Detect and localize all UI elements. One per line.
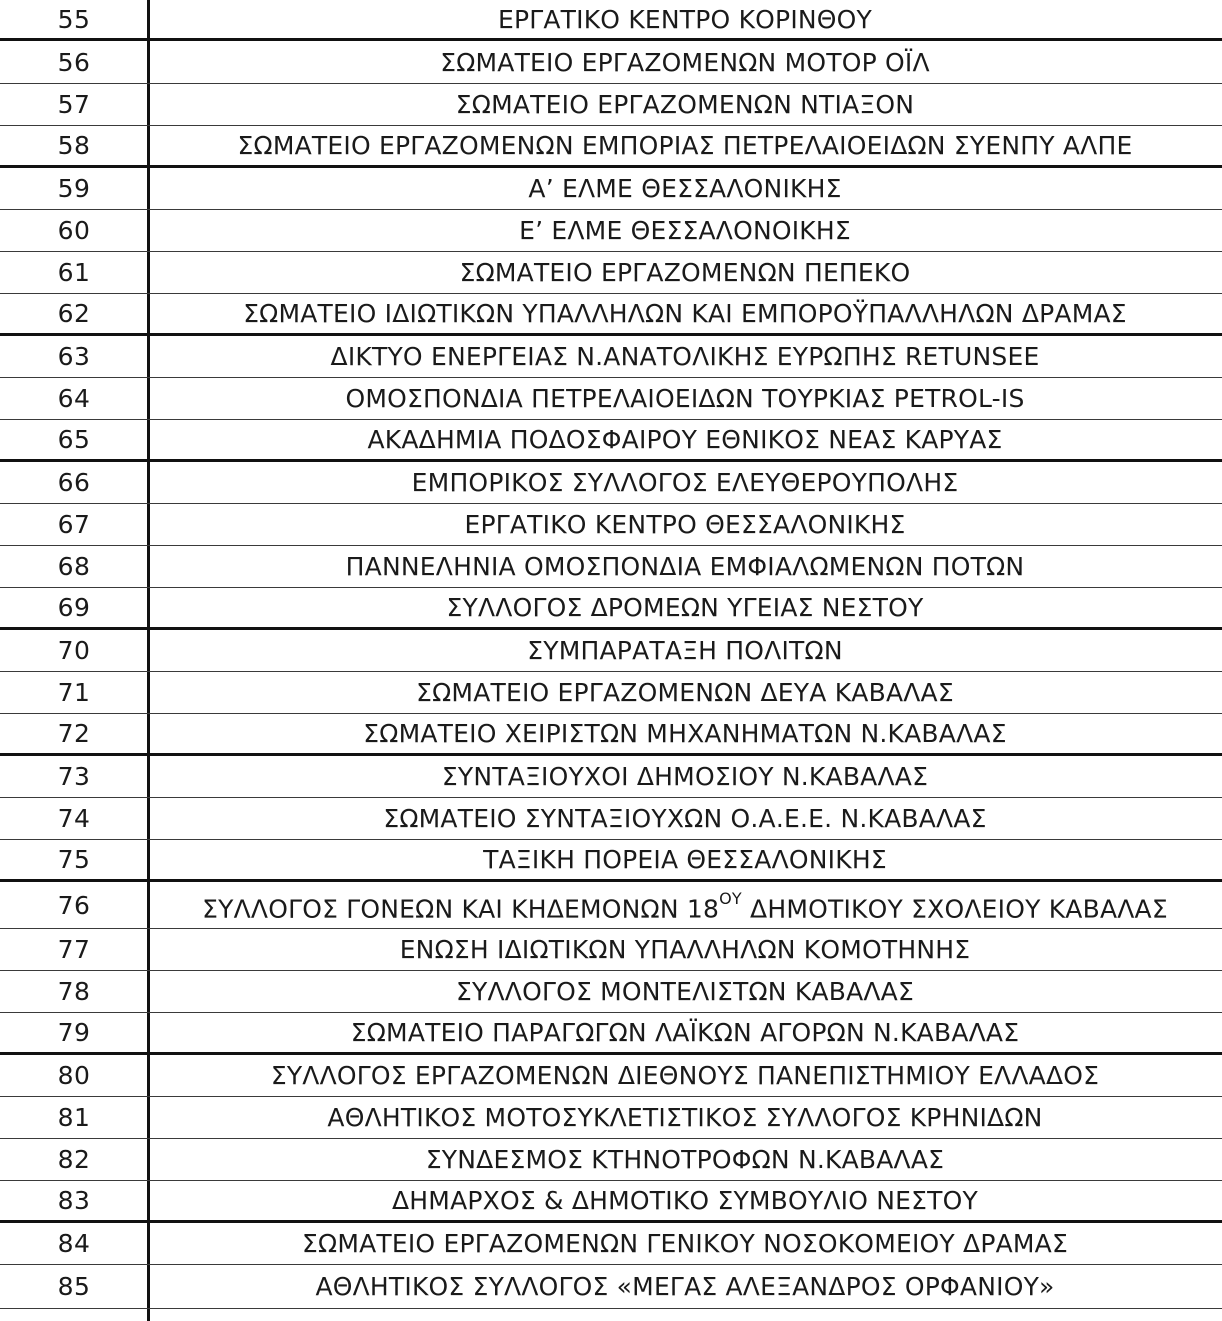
table-row: [0, 294, 1222, 336]
ordinal-superscript: ΟΥ: [719, 888, 742, 908]
row-number: 75: [57, 845, 91, 874]
organization-name: ΣΩΜΑΤΕΙΟ ΣΥΝΤΑΞΙΟΥΧΩΝ Ο.Α.Ε.Ε. Ν.ΚΑΒΑΛΑΣ: [383, 804, 987, 833]
table-row: [0, 630, 1222, 672]
row-number: 65: [57, 425, 91, 454]
organization-name: Α’ ΕΛΜΕ ΘΕΣΣΑΛΟΝΙΚΗΣ: [528, 174, 842, 203]
table-row: [0, 41, 1222, 84]
table-row: [0, 1223, 1222, 1265]
row-number: 83: [57, 1186, 91, 1215]
row-number: 77: [57, 935, 91, 964]
row-number: 73: [57, 762, 91, 791]
table-row: [0, 1013, 1222, 1055]
organization-name: Ε’ ΕΛΜΕ ΘΕΣΣΑΛΟΝΟΙΚΗΣ: [519, 216, 851, 245]
organization-name-part: ΣΥΛΛΟΓΟΣ ΓΟΝΕΩΝ ΚΑΙ ΚΗΔΕΜΟΝΩΝ 18: [202, 894, 720, 924]
organization-name: ΣΩΜΑΤΕΙΟ ΠΑΡΑΓΩΓΩΝ ΛΑΪΚΩΝ ΑΓΟΡΩΝ Ν.ΚΑΒΑΛΑΣ: [350, 1018, 1020, 1047]
organization-name: ΟΜΟΣΠΟΝΔΙΑ ΠΕΤΡΕΛΑΙΟΕΙΔΩΝ ΤΟΥΡΚΙΑΣ PETROL-IS: [345, 384, 1025, 413]
row-number: 79: [57, 1018, 91, 1047]
organization-name: ΕΡΓΑΤΙΚΟ ΚΕΝΤΡΟ ΘΕΣΣΑΛΟΝΙΚΗΣ: [464, 510, 906, 539]
organization-name: ΣΥΛΛΟΓΟΣ ΕΡΓΑΖΟΜΕΝΩΝ ΔΙΕΘΝΟΥΣ ΠΑΝΕΠΙΣΤΗΜΙΟΥ ΕΛΛΑΔΟΣ: [270, 1061, 1100, 1090]
organization-name: [148, 887, 1222, 923]
row-number: 62: [57, 299, 91, 328]
organization-name: ΤΑΞΙΚΗ ΠΟΡΕΙΑ ΘΕΣΣΑΛΟΝΙΚΗΣ: [483, 845, 887, 874]
row-number: 76: [57, 890, 91, 920]
organization-name: ΔΙΚΤΥΟ ΕΝΕΡΓΕΙΑΣ Ν.ΑΝΑΤΟΛΙΚΗΣ ΕΥΡΩΠΗΣ RETUNSEE: [330, 342, 1040, 371]
table-row: [0, 756, 1222, 798]
row-number: 60: [57, 216, 91, 245]
organization-name: ΑΚΑΔΗΜΙΑ ΠΟΔΟΣΦΑΙΡΟΥ ΕΘΝΙΚΟΣ ΝΕΑΣ ΚΑΡΥΑΣ: [367, 425, 1003, 454]
table-row: [0, 546, 1222, 588]
table-row: [0, 588, 1222, 630]
organization-name: ΕΝΩΣΗ ΙΔΙΩΤΙΚΩΝ ΥΠΑΛΛΗΛΩΝ ΚΟΜΟΤΗΝΗΣ: [399, 935, 971, 964]
row-number: 72: [57, 719, 91, 748]
organization-name: ΔΗΜΑΡΧΟΣ & ΔΗΜΟΤΙΚΟ ΣΥΜΒΟΥΛΙΟ ΝΕΣΤΟΥ: [392, 1186, 978, 1215]
organization-name: ΣΩΜΑΤΕΙΟ ΧΕΙΡΙΣΤΩΝ ΜΗΧΑΝΗΜΑΤΩΝ Ν.ΚΑΒΑΛΑΣ: [363, 719, 1007, 748]
table-row: [0, 1139, 1222, 1181]
table-row: [0, 882, 1222, 929]
organization-name: ΣΩΜΑΤΕΙΟ ΙΔΙΩΤΙΚΩΝ ΥΠΑΛΛΗΛΩΝ ΚΑΙ ΕΜΠΟΡΟΫΠΑΛΛΗΛΩΝ ΔΡΑΜΑΣ: [243, 299, 1127, 328]
row-number: 66: [57, 468, 91, 497]
row-number: 57: [57, 90, 91, 119]
row-number: 71: [57, 678, 91, 707]
organization-name: ΣΩΜΑΤΕΙΟ ΕΡΓΑΖΟΜΕΝΩΝ ΜΟΤΟΡ ΟΪΛ: [440, 47, 930, 77]
table-row: [0, 168, 1222, 210]
table-row: [0, 336, 1222, 378]
organization-name: ΣΥΛΛΟΓΟΣ ΜΟΝΤΕΛΙΣΤΩΝ ΚΑΒΑΛΑΣ: [456, 977, 914, 1006]
row-number: 69: [57, 593, 91, 622]
table-row: [0, 1097, 1222, 1139]
row-number: 80: [57, 1061, 91, 1090]
row-number: 74: [57, 804, 91, 833]
organization-name-part: ΔΗΜΟΤΙΚΟΥ ΣΧΟΛΕΙΟΥ ΚΑΒΑΛΑΣ: [741, 894, 1168, 924]
organization-name: ΣΥΜΠΑΡΑΤΑΞΗ ΠΟΛΙΤΩΝ: [527, 636, 843, 665]
table-row: [0, 971, 1222, 1013]
table-row: [0, 798, 1222, 840]
table-row: [0, 252, 1222, 294]
organization-name: ΣΥΛΛΟΓΟΣ ΔΡΟΜΕΩΝ ΥΓΕΙΑΣ ΝΕΣΤΟΥ: [446, 593, 924, 622]
organization-name: ΣΩΜΑΤΕΙΟ ΕΡΓΑΖΟΜΕΝΩΝ ΓΕΝΙΚΟΥ ΝΟΣΟΚΟΜΕΙΟΥ ΔΡΑΜΑΣ: [302, 1229, 1068, 1258]
row-number: 81: [57, 1103, 91, 1132]
table-row: [0, 378, 1222, 420]
table-row: [0, 126, 1222, 168]
table-row: [0, 504, 1222, 546]
table-row: [0, 714, 1222, 756]
table-row: [0, 1055, 1222, 1097]
table-row: [0, 0, 1222, 41]
row-number: 78: [57, 977, 91, 1006]
organization-name: ΣΩΜΑΤΕΙΟ ΕΡΓΑΖΟΜΕΝΩΝ ΕΜΠΟΡΙΑΣ ΠΕΤΡΕΛΑΙΟΕΙΔΩΝ ΣΥΕΝΠΥ ΑΛΠΕ: [237, 131, 1133, 160]
organization-name: ΣΥΝΔΕΣΜΟΣ ΚΤΗΝΟΤΡΟΦΩΝ Ν.ΚΑΒΑΛΑΣ: [425, 1145, 945, 1174]
row-number: 59: [57, 174, 91, 203]
table-row: [0, 462, 1222, 504]
organization-name: ΕΜΠΟΡΙΚΟΣ ΣΥΛΛΟΓΟΣ ΕΛΕΥΘΕΡΟΥΠΟΛΗΣ: [411, 468, 959, 497]
organization-name: ΠΑΝΝΕΛΗΝΙΑ ΟΜΟΣΠΟΝΔΙΑ ΕΜΦΙΑΛΩΜΕΝΩΝ ΠΟΤΩΝ: [345, 552, 1025, 581]
row-number: 63: [57, 342, 91, 371]
table-row: [0, 1181, 1222, 1223]
organization-name: ΑΘΛΗΤΙΚΟΣ ΜΟΤΟΣΥΚΛΕΤΙΣΤΙΚΟΣ ΣΥΛΛΟΓΟΣ ΚΡΗΝΙΔΩΝ: [327, 1103, 1043, 1132]
row-number: 68: [57, 552, 91, 581]
table-row: [0, 929, 1222, 971]
row-number: 67: [57, 510, 91, 539]
organization-name: ΣΩΜΑΤΕΙΟ ΕΡΓΑΖΟΜΕΝΩΝ ΠΕΠΕΚΟ: [459, 258, 911, 287]
table-row: [0, 420, 1222, 462]
organization-name: ΕΡΓΑΤΙΚΟ ΚΕΝΤΡΟ ΚΟΡΙΝΘΟΥ: [497, 4, 873, 34]
row-number: 64: [57, 384, 91, 413]
row-number: 70: [57, 636, 91, 665]
table-row: [0, 1265, 1222, 1309]
organization-name: ΣΩΜΑΤΕΙΟ ΕΡΓΑΖΟΜΕΝΩΝ ΔΕΥΑ ΚΑΒΑΛΑΣ: [416, 678, 954, 707]
row-number: 56: [57, 47, 91, 77]
row-number: 58: [57, 131, 91, 160]
table-row: [0, 672, 1222, 714]
row-number: 84: [57, 1229, 91, 1258]
row-number: 55: [57, 4, 91, 34]
row-number: 61: [57, 258, 91, 287]
row-number: 82: [57, 1145, 91, 1174]
organization-name: ΑΘΛΗΤΙΚΟΣ ΣΥΛΛΟΓΟΣ «ΜΕΓΑΣ ΑΛΕΞΑΝΔΡΟΣ ΟΡΦΑΝΙΟΥ»: [315, 1272, 1055, 1301]
row-number: 85: [57, 1272, 91, 1301]
table-row: [0, 210, 1222, 252]
table-row: [0, 84, 1222, 126]
organization-name: ΣΥΝΤΑΞΙΟΥΧΟΙ ΔΗΜΟΣΙΟΥ Ν.ΚΑΒΑΛΑΣ: [441, 762, 929, 791]
table-row: [0, 840, 1222, 882]
organization-name: ΣΩΜΑΤΕΙΟ ΕΡΓΑΖΟΜΕΝΩΝ ΝΤΙΑΞΟΝ: [455, 90, 915, 119]
